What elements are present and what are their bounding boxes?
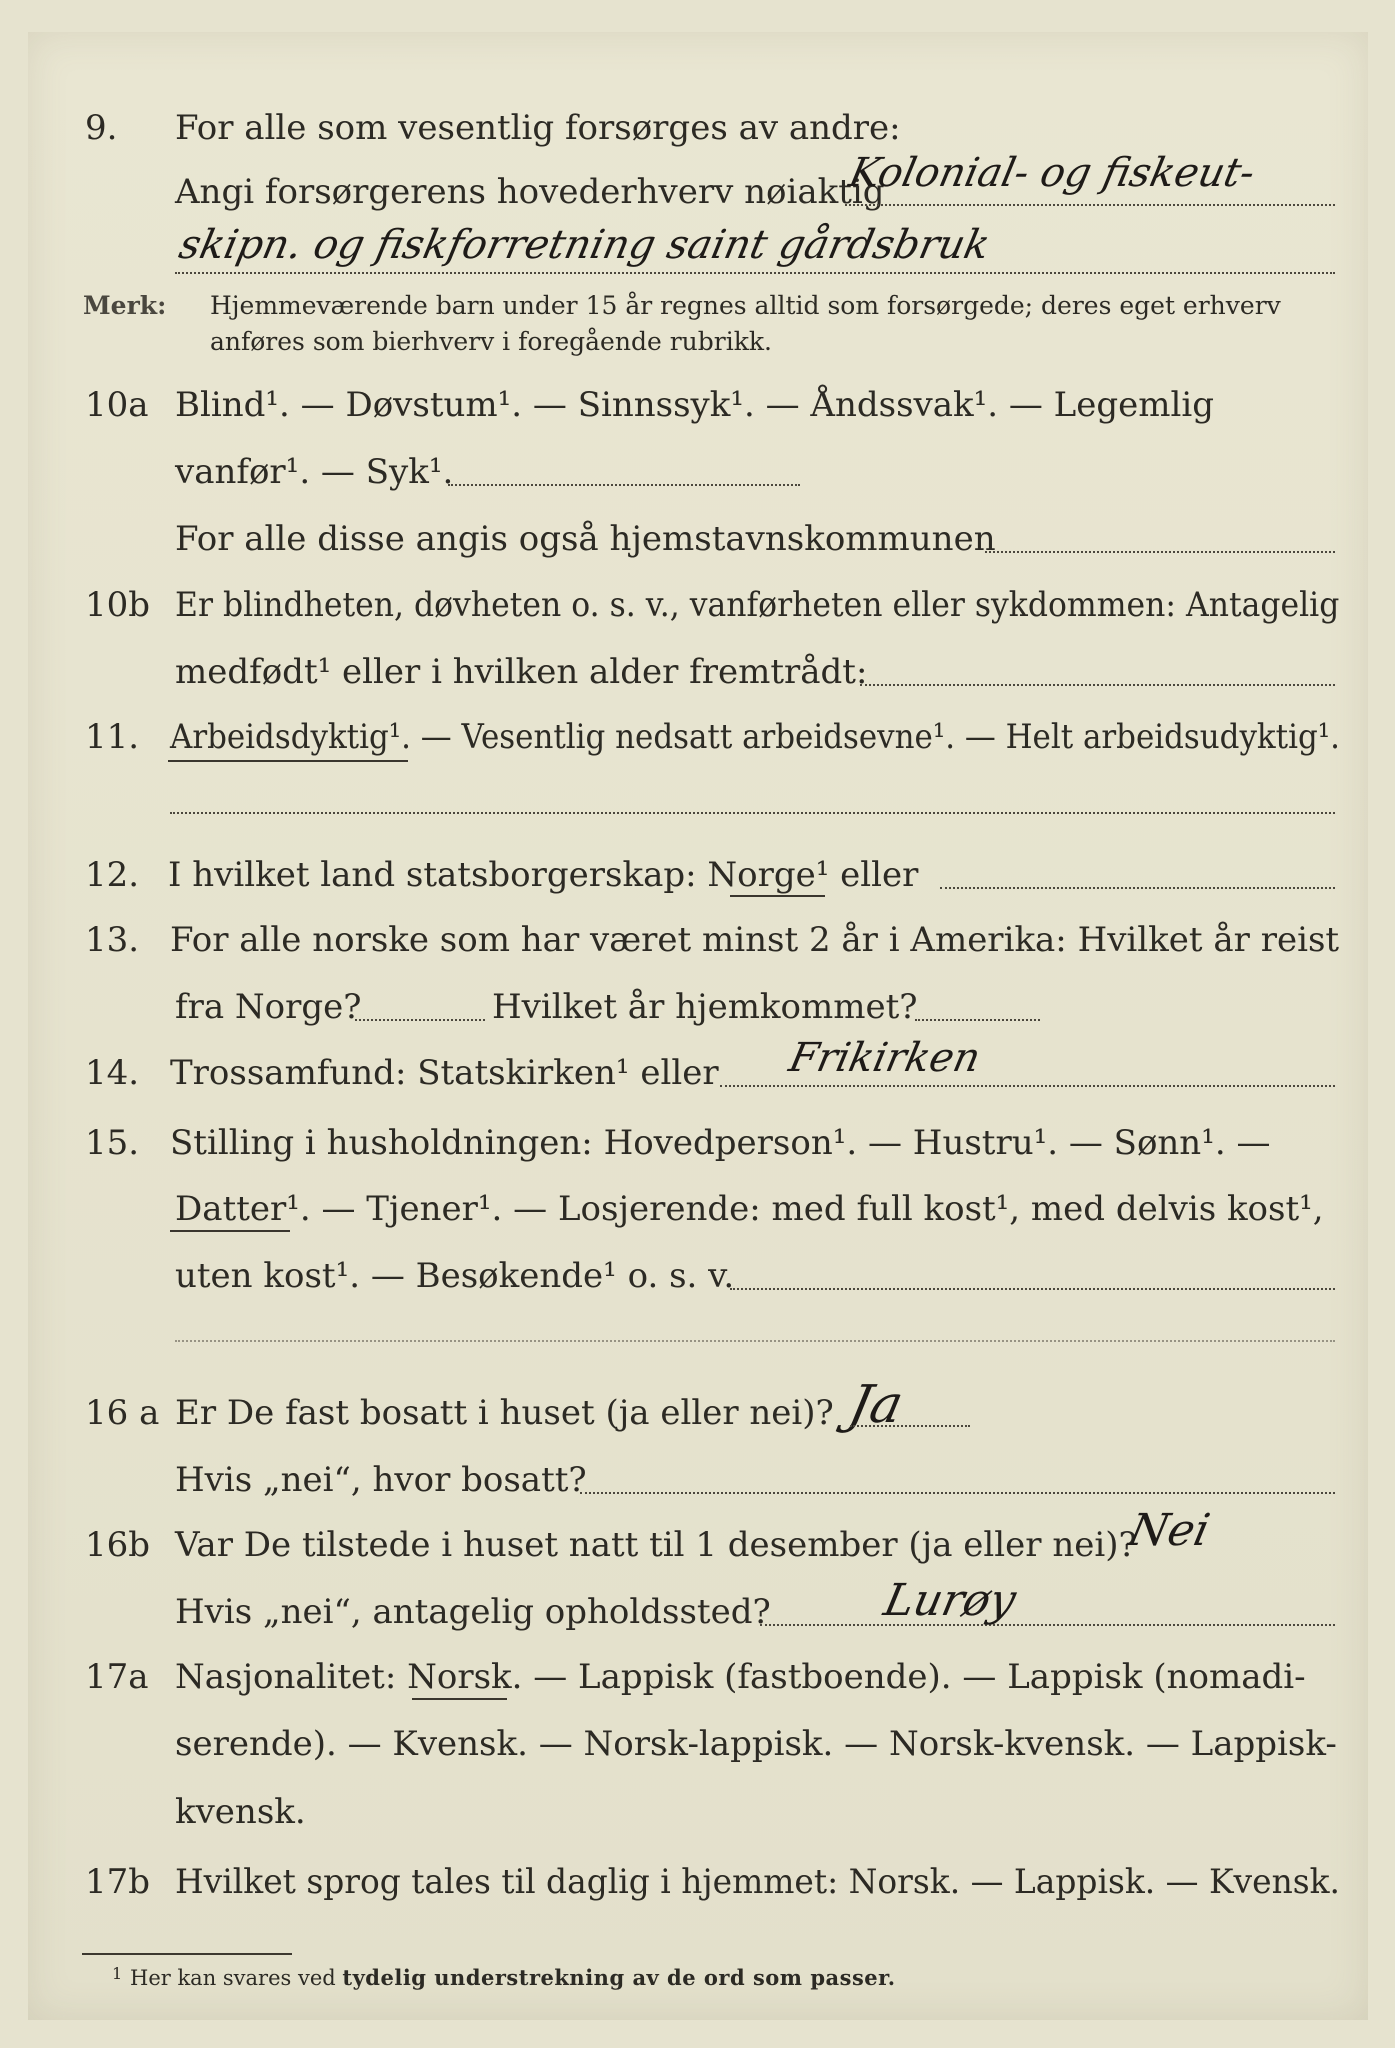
q15-line3: uten kost¹. — Besøkende¹ o. s. v. <box>175 1256 735 1296</box>
q15-line2: Datter¹. — Tjener¹. — Losjerende: med full kost¹, med delvis kost¹, <box>175 1189 1324 1229</box>
merk-line2: anføres som bierhverv i foregående rubrikk. <box>210 327 772 356</box>
q17a-line3: kvensk. <box>175 1792 306 1832</box>
q11-line1: Arbeidsdyktig¹. — Vesentlig nedsatt arbeidsevne¹. — Helt arbeidsudyktig¹. <box>170 717 1340 757</box>
footnote <box>112 1963 896 1993</box>
q10a-municipality-dots <box>985 551 1335 553</box>
q16a-line2: Hvis „nei“, hvor bosatt? <box>175 1460 587 1500</box>
footnote-text-a: Her kan svares ved <box>130 1966 343 1990</box>
q10a-line2: vanfør¹. — Syk¹. <box>175 452 454 492</box>
q16a-number: 16 a <box>85 1393 160 1433</box>
q17a-number: 17a <box>85 1657 149 1697</box>
q10a-number: 10a <box>85 385 149 425</box>
q15-faint-dots <box>175 1340 1335 1342</box>
q16b-answer2-handwriting: Lurøy <box>879 1575 1021 1626</box>
q15-underline <box>170 1230 290 1232</box>
q14-answer-handwriting: Frikirken <box>785 1035 985 1081</box>
q17a-line2: serende). — Kvensk. — Norsk-lappisk. — Norsk-kvensk. — Lappisk- <box>175 1724 1337 1764</box>
q15-line1: Stilling i husholdningen: Hovedperson¹. — Hustru¹. — Sønn¹. — <box>170 1123 1271 1163</box>
q16b-dots <box>760 1624 1335 1626</box>
q12-line1: I hvilket land statsborgerskap: Norge¹ eller <box>168 855 919 895</box>
q16a-answer-dots <box>850 1425 970 1427</box>
q17b-line1: Hvilket sprog tales til daglig i hjemmet: Norsk. — Lappisk. — Kvensk. <box>175 1862 1341 1902</box>
q17a-underline <box>412 1698 507 1700</box>
q10b-line1: Er blindheten, døvheten o. s. v., vanførheten eller sykdommen: Antagelig <box>175 585 1340 625</box>
q10b-number: 10b <box>85 585 151 625</box>
q9-number: 9. <box>85 108 118 148</box>
q9-answer-dots-1 <box>845 204 1335 206</box>
footnote-mark: 1 <box>112 1964 123 1983</box>
q9-line2: Angi forsørgerens hovederhverv nøiaktig <box>175 172 885 212</box>
q12-underline <box>730 895 825 897</box>
merk-line1: Hjemmeværende barn under 15 år regnes alltid som forsørgede; deres eget erhverv <box>210 291 1281 320</box>
q13-number: 13. <box>85 920 140 960</box>
footnote-rule <box>82 1953 292 1955</box>
q10a-sick-dots <box>448 484 800 486</box>
q17b-number: 17b <box>85 1862 151 1902</box>
q13-year-left-dots <box>355 1019 485 1021</box>
q10a-line1: Blind¹. — Døvstum¹. — Sinnssyk¹. — Åndssvak¹. — Legemlig <box>175 385 1214 425</box>
q9-answer-dots-2 <box>175 272 1335 274</box>
q16a-dots <box>580 1492 1335 1494</box>
q13-line2b: Hvilket år hjemkommet? <box>492 987 918 1027</box>
q14-dots <box>720 1085 1335 1087</box>
q16a-line1: Er De fast bosatt i huset (ja eller nei)? <box>175 1393 834 1433</box>
q16b-line1: Var De tilstede i huset natt til 1 desember (ja eller nei)? <box>175 1525 1137 1565</box>
q10a-line3: For alle disse angis også hjemstavnskommunen <box>175 519 996 559</box>
merk-label: Merk: <box>83 291 167 320</box>
q14-number: 14. <box>85 1053 140 1093</box>
q9-answer-handwriting-2: skipn. og fiskforretning saint gårdsbruk <box>175 222 994 268</box>
q14-line1: Trossamfund: Statskirken¹ eller <box>170 1053 719 1093</box>
q11-number: 11. <box>85 717 140 757</box>
q10b-line2: medfødt¹ eller i hvilken alder fremtrådt: <box>175 652 868 692</box>
q9-answer-handwriting-1: Kolonial- og fiskeut- <box>845 150 1259 196</box>
q17a-line1: Nasjonalitet: Norsk. — Lappisk (fastboende). — Lappisk (nomadi- <box>175 1657 1306 1697</box>
q15-number: 15. <box>85 1123 140 1163</box>
q12-number: 12. <box>85 855 140 895</box>
q16b-line2: Hvis „nei“, antagelig opholdssted? <box>175 1592 771 1632</box>
q16a-answer-handwriting: Ja <box>843 1375 909 1435</box>
q9-line1: For alle som vesentlig forsørges av andre: <box>175 108 901 148</box>
q11-dots <box>170 812 1335 814</box>
q13-year-return-dots <box>915 1019 1040 1021</box>
q10b-dots <box>860 684 1335 686</box>
q12-dots <box>940 887 1335 889</box>
q11-underline <box>168 760 408 762</box>
q13-line1: For alle norske som har været minst 2 år i Amerika: Hvilket år reist <box>170 920 1340 960</box>
q16b-answer1-handwriting: Nei <box>1124 1505 1215 1556</box>
q15-dots <box>730 1288 1335 1290</box>
q13-line2a: fra Norge? <box>175 987 362 1027</box>
q16b-number: 16b <box>85 1525 151 1565</box>
footnote-text-b: tydelig understrekning av de ord som passer. <box>342 1965 896 1990</box>
